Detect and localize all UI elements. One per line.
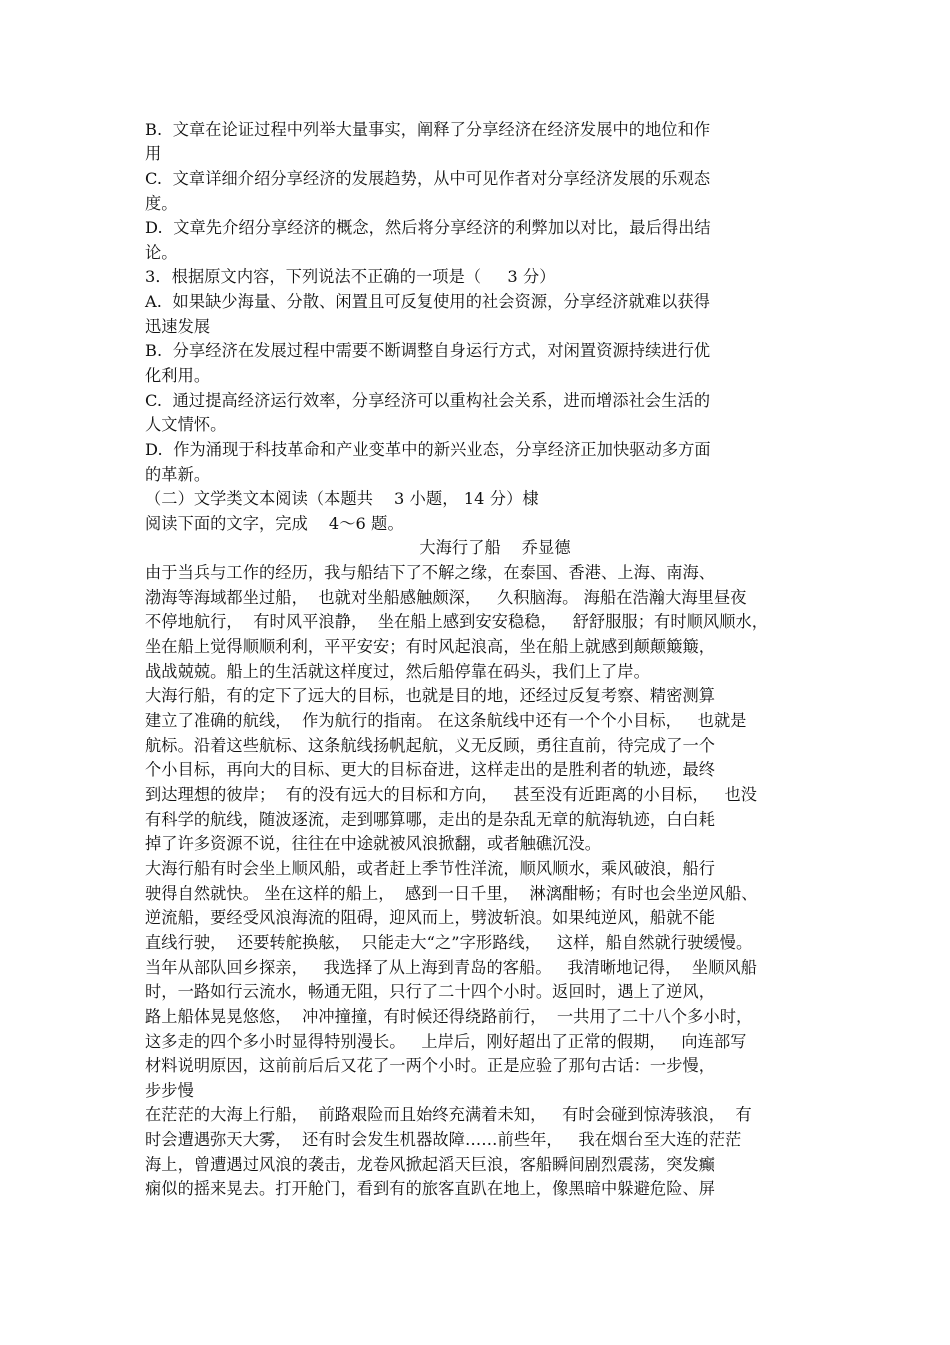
q2-option-b-line2: 用 (145, 144, 162, 163)
q2-option-b-line1: B. 文章在论证过程中列举大量事实，阐释了分享经济在经济发展中的地位和作 (145, 120, 711, 139)
q3-option-c-line1: C. 通过提高经济运行效率，分享经济可以重构社会关系，进而增添社会生活的 (145, 391, 711, 410)
q2-option-d-line2: 论。 (145, 243, 178, 262)
q3-option-a-line2: 迅速发展 (145, 317, 211, 336)
passage-line: 时会遭遇弥天大雾， 还有时会发生机器故障……前些年， 我在烟台至大连的茫茫 (145, 1130, 742, 1149)
passage-line: 当年从部队回乡探亲， 我选择了从上海到青岛的客船。 我清晰地记得， 坐顺风船 (145, 958, 758, 977)
passage-line: 航标。沿着这些航标、这条航线扬帆起航，义无反顾，勇往直前，待完成了一个 (145, 736, 716, 755)
passage-line: 大海行船，有的定下了远大的目标，也就是目的地，还经过反复考察、精密测算 (145, 686, 716, 705)
passage-line: 这多走的四个多小时显得特别漫长。 上岸后，刚好超出了正常的假期， 向连部写 (145, 1032, 747, 1051)
passage-line: 时，一路如行云流水，畅通无阻，只行了二十四个小时。返回时，遇上了逆风， (145, 982, 716, 1001)
q2-option-c-line2: 度。 (145, 194, 178, 213)
passage-line: 有科学的航线，随波逐流，走到哪算哪，走出的是杂乱无章的航海轨迹，白白耗 (145, 810, 716, 829)
q3-option-d-line1: D. 作为涌现于科技革命和产业变革中的新兴业态，分享经济正加快驱动多方面 (145, 440, 711, 459)
passage-line: 路上船体晃晃悠悠， 冲冲撞撞，有时候还得绕路前行， 一共用了二十八个多小时， (145, 1007, 753, 1026)
passage-line: 由于当兵与工作的经历，我与船结下了不解之缘，在泰国、香港、上海、南海、 (145, 563, 716, 582)
passage-line: 掉了许多资源不说，往往在中途就被风浪掀翻，或者触礁沉没。 (145, 834, 602, 853)
q3-option-c-line2: 人文情怀。 (145, 415, 227, 434)
passage-title: 大海行了船 乔显德 (419, 538, 571, 557)
passage-line: 海上，曾遭遇过风浪的袭击，龙卷风掀起滔天巨浪，客船瞬间剧烈震荡，突发癫 (145, 1155, 716, 1174)
q3-stem: 3．根据原文内容，下列说法不正确的一项是（ 3 分） (145, 267, 556, 286)
passage-line: 坐在船上觉得顺顺利利，平平安安；有时风起浪高，坐在船上就感到颠颠簸簸， (145, 637, 716, 656)
passage-line: 到达理想的彼岸； 有的没有远大的目标和方向， 甚至没有近距离的小目标， 也没 (145, 785, 758, 804)
section-heading: （二）文学类文本阅读（本题共 3 小题， 14 分）棣 (145, 489, 539, 508)
q2-option-d-line1: D. 文章先介绍分享经济的概念，然后将分享经济的利弊加以对比，最后得出结 (145, 218, 711, 237)
passage-line: 材料说明原因，这前前后后又花了一两个小时。正是应验了那句古话：一步慢， (145, 1056, 716, 1075)
passage-line: 逆流船，要经受风浪海流的阻碍，迎风而上，劈波斩浪。如果纯逆风，船就不能 (145, 908, 716, 927)
passage-line: 直线行驶， 还要转舵换舷， 只能走大“之”字形路线， 这样，船自然就行驶缓慢。 (145, 933, 753, 952)
passage-line: 渤海等海域都坐过船， 也就对坐船感触颇深， 久积脑海。 海船在浩瀚大海里昼夜 (145, 588, 747, 607)
passage-line: 大海行船有时会坐上顺风船，或者赶上季节性洋流，顺风顺水，乘风破浪，船行 (145, 859, 716, 878)
q2-option-c-line1: C. 文章详细介绍分享经济的发展趋势，从中可见作者对分享经济发展的乐观态 (145, 169, 711, 188)
passage-line: 在茫茫的大海上行船， 前路艰险而且始终充满着未知， 有时会碰到惊涛骇浪， 有 (145, 1105, 752, 1124)
section-instruction: 阅读下面的文字，完成 4～6 题。 (145, 514, 404, 533)
passage-line: 不停地航行， 有时风平浪静， 坐在船上感到安安稳稳， 舒舒服服；有时顺风顺水， (145, 612, 769, 631)
passage-line: 建立了准确的航线， 作为航行的指南。 在这条航线中还有一个个小目标， 也就是 (145, 711, 747, 730)
q3-option-d-line2: 的革新。 (145, 465, 211, 484)
passage-line: 痫似的摇来晃去。打开舱门，看到有的旅客直趴在地上，像黑暗中躲避危险、屏 (145, 1179, 716, 1198)
passage-line: 战战兢兢。船上的生活就这样度过，然后船停靠在码头，我们上了岸。 (145, 662, 650, 681)
passage-line: 驶得自然就快。 坐在这样的船上， 感到一日千里， 淋漓酣畅；有时也会坐逆风船、 (145, 884, 758, 903)
passage-line: 步步慢 (145, 1081, 194, 1100)
passage-line: 个小目标，再向大的目标、更大的目标奋进，这样走出的是胜利者的轨迹，最终 (145, 760, 716, 779)
q3-option-b-line2: 化利用。 (145, 366, 211, 385)
q3-option-a-line1: A. 如果缺少海量、分散、闲置且可反复使用的社会资源，分享经济就难以获得 (145, 292, 711, 311)
q3-option-b-line1: B. 分享经济在发展过程中需要不断调整自身运行方式，对闲置资源持续进行优 (145, 341, 711, 360)
